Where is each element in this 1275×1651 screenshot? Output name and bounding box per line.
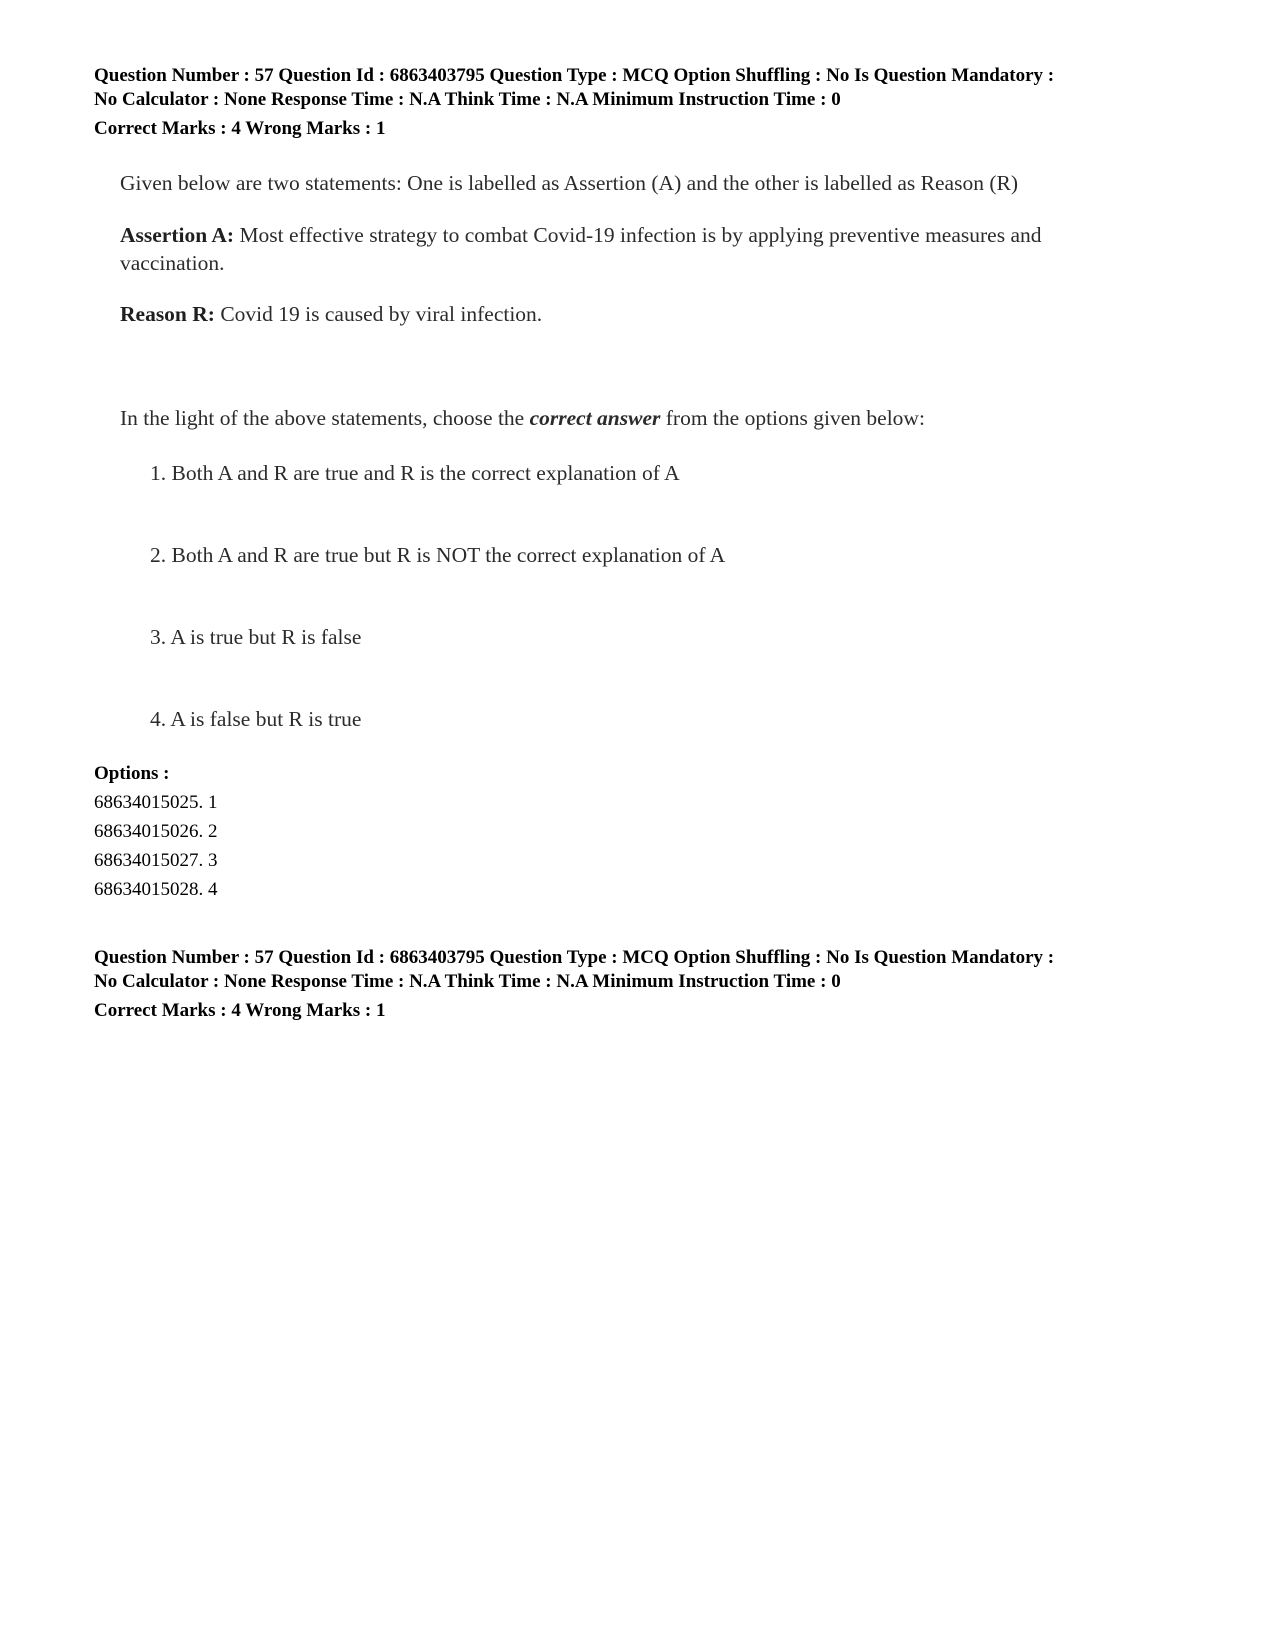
reason-label: Reason R: bbox=[120, 302, 215, 326]
meta-line-question-info: Question Number : 57 Question Id : 6863403795 Question Type : MCQ Option Shuffling : No Is Question Mandatory : bbox=[94, 947, 1055, 968]
answer-choice-1: 1. Both A and R are true and R is the correct explanation of A bbox=[150, 461, 680, 485]
meta-line-timing-info: No Calculator : None Response Time : N.A Think Time : N.A Minimum Instruction Time : 0 bbox=[94, 89, 841, 110]
meta-line-marks: Correct Marks : 4 Wrong Marks : 1 bbox=[94, 1000, 386, 1021]
reason-statement bbox=[120, 300, 542, 328]
answer-choice-3: 3. A is true but R is false bbox=[150, 625, 362, 649]
instruction-emphasis: correct answer bbox=[529, 406, 661, 430]
instruction-before: In the light of the above statements, choose the bbox=[120, 406, 530, 430]
meta-line-question-info: Question Number : 57 Question Id : 6863403795 Question Type : MCQ Option Shuffling : No Is Question Mandatory : bbox=[94, 65, 1055, 86]
options-list bbox=[94, 759, 218, 904]
answer-choice-2: 2. Both A and R are true but R is NOT the correct explanation of A bbox=[150, 543, 726, 567]
meta-line-timing-info: No Calculator : None Response Time : N.A Think Time : N.A Minimum Instruction Time : 0 bbox=[94, 971, 841, 992]
assertion-label: Assertion A: bbox=[120, 223, 235, 247]
options-title: Options : bbox=[94, 763, 170, 784]
option-item: 68634015026. 2 bbox=[94, 821, 218, 842]
question-meta-header bbox=[94, 64, 1214, 141]
question-meta-footer bbox=[94, 946, 1214, 1023]
reason-text: Covid 19 is caused by viral infection. bbox=[214, 302, 543, 326]
answer-choice-4: 4. A is false but R is true bbox=[150, 707, 362, 731]
assertion-statement bbox=[120, 221, 1140, 277]
option-item: 68634015028. 4 bbox=[94, 879, 218, 900]
option-item: 68634015027. 3 bbox=[94, 850, 218, 871]
option-item: 68634015025. 1 bbox=[94, 792, 218, 813]
question-instruction bbox=[120, 404, 925, 432]
question-intro: Given below are two statements: One is labelled as Assertion (A) and the other is labelled as Reason (R) bbox=[120, 171, 1018, 195]
instruction-after: from the options given below: bbox=[660, 406, 925, 430]
meta-line-marks: Correct Marks : 4 Wrong Marks : 1 bbox=[94, 118, 386, 139]
assertion-text: Most effective strategy to combat Covid-19 infection is by applying preventive measures and vaccination. bbox=[120, 223, 1042, 275]
